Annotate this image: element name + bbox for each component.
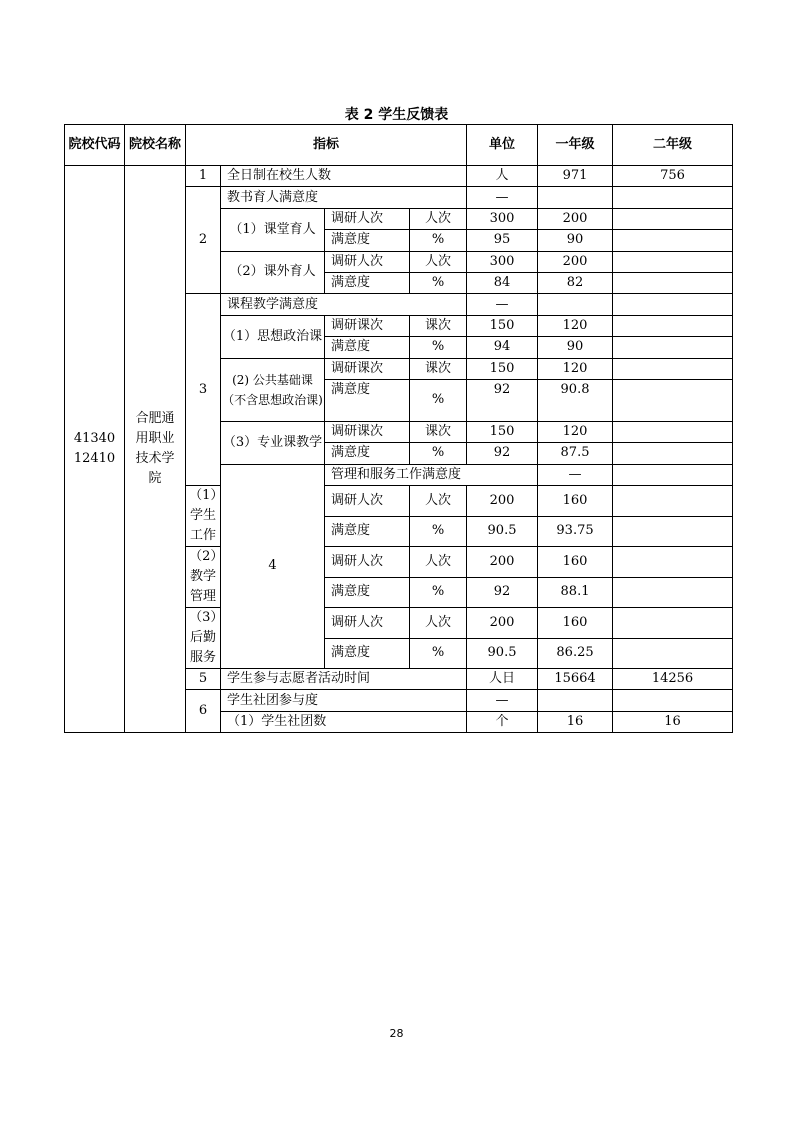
note-cell xyxy=(613,577,733,608)
grade1-cell xyxy=(538,690,613,711)
note-cell xyxy=(613,315,733,336)
indicator-label: 全日制在校生人数 xyxy=(221,166,467,187)
note-cell xyxy=(613,230,733,251)
grade1-cell: 150 xyxy=(467,315,538,336)
grade2-cell xyxy=(613,294,733,315)
grade2-cell: 88.1 xyxy=(538,577,613,608)
measure-label: 调研人次 xyxy=(325,608,410,639)
measure-label: 满意度 xyxy=(325,443,410,464)
grade1-cell: 971 xyxy=(538,166,613,187)
unit-cell: — xyxy=(467,294,538,315)
sub-indicator-label: (2) 公共基础课（不含思想政治课) xyxy=(221,358,325,421)
note-cell xyxy=(613,638,733,669)
sub-indicator-label: （1）课堂育人 xyxy=(221,208,325,251)
grade1-cell xyxy=(613,464,733,485)
grade2-cell: 90 xyxy=(538,337,613,358)
unit-cell: % xyxy=(410,230,467,251)
grade2-cell: 160 xyxy=(538,486,613,517)
grade2-cell: 90.8 xyxy=(538,379,613,421)
note-cell xyxy=(613,358,733,379)
indicator-label: 教书育人满意度 xyxy=(221,187,467,208)
unit-cell: — xyxy=(467,690,538,711)
student-feedback-table xyxy=(64,124,733,733)
measure-label: 调研课次 xyxy=(325,315,410,336)
header-grade2: 二年级 xyxy=(613,125,733,166)
unit-cell: % xyxy=(410,638,467,669)
note-cell xyxy=(613,443,733,464)
unit-cell: % xyxy=(410,443,467,464)
measure-label: 调研人次 xyxy=(325,208,410,229)
grade1-cell: 150 xyxy=(467,421,538,442)
grade1-cell: 90.5 xyxy=(467,638,538,669)
grade2-cell: 14256 xyxy=(613,669,733,690)
row-number: 6 xyxy=(186,690,221,733)
unit-cell: — xyxy=(538,464,613,485)
note-cell xyxy=(613,486,733,517)
measure-label: 调研人次 xyxy=(325,486,410,517)
unit-cell: % xyxy=(410,272,467,293)
unit-cell: — xyxy=(467,187,538,208)
unit-cell: 课次 xyxy=(410,421,467,442)
grade1-cell: 92 xyxy=(467,443,538,464)
note-cell xyxy=(613,547,733,578)
grade1-cell: 92 xyxy=(467,379,538,421)
grade2-cell xyxy=(613,690,733,711)
measure-label: 满意度 xyxy=(325,272,410,293)
grade2-cell: 120 xyxy=(538,421,613,442)
unit-cell: 人次 xyxy=(410,486,467,517)
grade1-cell: 300 xyxy=(467,208,538,229)
measure-label: 调研课次 xyxy=(325,421,410,442)
grade1-cell: 92 xyxy=(467,577,538,608)
sub-indicator-label: （2）课外育人 xyxy=(221,251,325,294)
row-number: 3 xyxy=(186,294,221,486)
measure-label: 调研课次 xyxy=(325,358,410,379)
unit-cell: 人次 xyxy=(410,208,467,229)
grade1-cell xyxy=(538,187,613,208)
grade1-cell: 150 xyxy=(467,358,538,379)
header-name: 院校名称 xyxy=(125,125,186,166)
measure-label: 满意度 xyxy=(325,379,410,421)
grade1-cell: 90.5 xyxy=(467,516,538,547)
unit-cell: 课次 xyxy=(410,358,467,379)
header-indicator: 指标 xyxy=(186,125,467,166)
header-grade1: 一年级 xyxy=(538,125,613,166)
grade1-cell: 95 xyxy=(467,230,538,251)
grade1-cell xyxy=(538,294,613,315)
grade2-cell: 120 xyxy=(538,358,613,379)
school-name: 合肥通用职业技术学院 xyxy=(125,166,186,733)
row-number: 1 xyxy=(186,166,221,187)
indicator-label: 课程教学满意度 xyxy=(221,294,467,315)
unit-cell: % xyxy=(410,577,467,608)
measure-label: 调研人次 xyxy=(325,251,410,272)
sub-indicator-label: （1）学生工作 xyxy=(186,486,221,547)
note-cell xyxy=(613,516,733,547)
school-code: 4134012410 xyxy=(65,166,125,733)
grade1-cell: 200 xyxy=(467,547,538,578)
indicator-label: 管理和服务工作满意度 xyxy=(325,464,538,485)
note-cell xyxy=(613,272,733,293)
header-code: 院校代码 xyxy=(65,125,125,166)
grade2-cell: 82 xyxy=(538,272,613,293)
note-cell xyxy=(613,251,733,272)
sub-indicator-label: （2）教学管理 xyxy=(186,547,221,608)
grade2-cell: 200 xyxy=(538,251,613,272)
grade2-cell: 120 xyxy=(538,315,613,336)
row-number: 4 xyxy=(221,464,325,668)
note-cell xyxy=(613,208,733,229)
measure-label: 满意度 xyxy=(325,230,410,251)
grade2-cell: 160 xyxy=(538,547,613,578)
grade1-cell: 16 xyxy=(538,711,613,732)
measure-label: 满意度 xyxy=(325,638,410,669)
table-title: 表 2 学生反馈表 xyxy=(344,107,449,123)
grade2-cell: 200 xyxy=(538,208,613,229)
note-cell xyxy=(613,379,733,421)
note-cell xyxy=(613,421,733,442)
grade2-cell: 16 xyxy=(613,711,733,732)
unit-cell: 人次 xyxy=(410,608,467,639)
unit-cell: % xyxy=(410,379,467,421)
unit-cell: 课次 xyxy=(410,315,467,336)
grade1-cell: 200 xyxy=(467,608,538,639)
unit-cell: % xyxy=(410,337,467,358)
measure-label: 调研人次 xyxy=(325,547,410,578)
indicator-label: 学生社团参与度 xyxy=(221,690,467,711)
grade2-cell: 90 xyxy=(538,230,613,251)
grade2-cell: 93.75 xyxy=(538,516,613,547)
grade2-cell: 160 xyxy=(538,608,613,639)
indicator-label: （1）学生社团数 xyxy=(221,711,467,732)
grade1-cell: 94 xyxy=(467,337,538,358)
row-number: 2 xyxy=(186,187,221,294)
sub-indicator-label: （3）专业课教学 xyxy=(221,421,325,464)
sub-indicator-label: （3）后勤服务 xyxy=(186,608,221,669)
measure-label: 满意度 xyxy=(325,577,410,608)
unit-cell: 人次 xyxy=(410,547,467,578)
unit-cell: 人 xyxy=(467,166,538,187)
sub-indicator-label: （1）思想政治课 xyxy=(221,315,325,358)
indicator-label: 学生参与志愿者活动时间 xyxy=(221,669,467,690)
row-number: 5 xyxy=(186,669,221,690)
note-cell xyxy=(613,337,733,358)
grade1-cell: 200 xyxy=(467,486,538,517)
note-cell xyxy=(613,608,733,639)
table-row xyxy=(65,166,733,187)
unit-cell: % xyxy=(410,516,467,547)
unit-cell: 人次 xyxy=(410,251,467,272)
grade1-cell: 84 xyxy=(467,272,538,293)
unit-cell: 人日 xyxy=(467,669,538,690)
measure-label: 满意度 xyxy=(325,337,410,358)
grade2-cell: 87.5 xyxy=(538,443,613,464)
grade2-cell: 756 xyxy=(613,166,733,187)
header-unit: 单位 xyxy=(467,125,538,166)
grade2-cell xyxy=(613,187,733,208)
measure-label: 满意度 xyxy=(325,516,410,547)
grade1-cell: 300 xyxy=(467,251,538,272)
grade1-cell: 15664 xyxy=(538,669,613,690)
grade2-cell: 86.25 xyxy=(538,638,613,669)
unit-cell: 个 xyxy=(467,711,538,732)
page-number: 28 xyxy=(389,1027,404,1040)
